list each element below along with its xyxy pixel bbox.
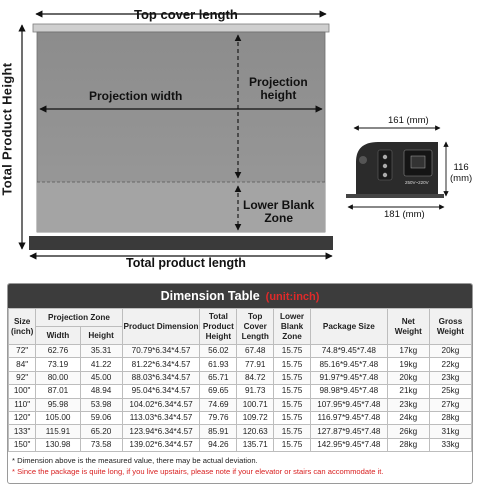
table-cell: 59.06	[80, 411, 122, 424]
table-cell: 77.91	[237, 358, 274, 371]
table-row	[9, 345, 472, 358]
table-title-text: Dimension Table	[160, 289, 260, 303]
th-total-product-height: Total Product Height	[200, 309, 237, 345]
lower-blank-line1: Lower Blank	[243, 198, 315, 212]
note-package-length: * Since the package is quite long, if you live upstairs, please note if your elevator or stairs can accommodate it.	[12, 467, 384, 477]
table-cell: 113.03*6.34*4.57	[122, 411, 200, 424]
table-cell: 74.69	[200, 398, 237, 411]
table-cell: 73.19	[36, 358, 80, 371]
table-cell: 91.73	[237, 385, 274, 398]
base-housing	[29, 236, 333, 250]
table-cell: 20kg	[387, 371, 429, 384]
th-product-dimension: Product Dimension	[122, 309, 200, 345]
table-row	[9, 398, 472, 411]
side-depth-label: 181 (mm)	[384, 209, 425, 220]
table-cell: 65.71	[200, 371, 237, 384]
table-row	[9, 371, 472, 384]
table-cell: 109.72	[237, 411, 274, 424]
th-gross-weight: Gross Weight	[429, 309, 471, 345]
table-row	[9, 411, 472, 424]
table-cell: 115.91	[36, 425, 80, 438]
table-cell: 98.98*9.45*7.48	[310, 385, 387, 398]
th-projection-zone: Projection Zone	[36, 309, 122, 327]
table-cell: 104.02*6.34*4.57	[122, 398, 200, 411]
th-net-weight: Net Weight	[387, 309, 429, 345]
table-cell: 53.98	[80, 398, 122, 411]
total-product-height-label: Total Product Height	[0, 62, 15, 196]
table-cell: 84.72	[237, 371, 274, 384]
table-title	[8, 284, 472, 308]
table-cell: 87.01	[36, 385, 80, 398]
table-cell: 85.91	[200, 425, 237, 438]
table-cell: 22kg	[429, 358, 471, 371]
table-cell: 15.75	[274, 398, 311, 411]
table-cell: 100.71	[237, 398, 274, 411]
table-cell: 94.26	[200, 438, 237, 451]
table-cell: 80.00	[36, 371, 80, 384]
table-cell: 56.02	[200, 345, 237, 358]
table-row	[9, 358, 472, 371]
table-cell: 28kg	[387, 438, 429, 451]
table-cell: 142.95*9.45*7.48	[310, 438, 387, 451]
table-cell: 95.04*6.34*4.57	[122, 385, 200, 398]
th-lower-blank-zone: Lower Blank Zone	[274, 309, 311, 345]
table-cell: 130.98	[36, 438, 80, 451]
table-cell: 19kg	[387, 358, 429, 371]
table-cell: 17kg	[387, 345, 429, 358]
table-cell: 123.94*6.34*4.57	[122, 425, 200, 438]
table-cell: 139.02*6.34*4.57	[122, 438, 200, 451]
table-row	[9, 385, 472, 398]
table-cell: 70.79*6.34*4.57	[122, 345, 200, 358]
table-cell: 133"	[9, 425, 36, 438]
table-cell: 92"	[9, 371, 36, 384]
table-cell: 62.76	[36, 345, 80, 358]
table-cell: 33kg	[429, 438, 471, 451]
table-cell: 105.00	[36, 411, 80, 424]
table-cell: 15.75	[274, 385, 311, 398]
table-cell: 15.75	[274, 411, 311, 424]
table-cell: 88.03*6.34*4.57	[122, 371, 200, 384]
table-cell: 23kg	[387, 398, 429, 411]
th-width: Width	[36, 327, 80, 345]
table-cell: 116.97*9.45*7.48	[310, 411, 387, 424]
side-voltage-label: 250V~220V	[405, 180, 429, 185]
dimension-table	[7, 283, 473, 484]
table-cell: 110"	[9, 398, 36, 411]
table-cell: 15.75	[274, 425, 311, 438]
side-height-label	[450, 162, 472, 184]
th-height: Height	[80, 327, 122, 345]
table-cell: 73.58	[80, 438, 122, 451]
table-cell: 84"	[9, 358, 36, 371]
table-cell: 23kg	[429, 371, 471, 384]
lower-blank-zone-label	[243, 199, 314, 225]
table-body	[9, 345, 472, 452]
dimension-grid	[8, 308, 472, 452]
table-cell: 20kg	[429, 345, 471, 358]
th-package-size: Package Size	[310, 309, 387, 345]
table-cell: 31kg	[429, 425, 471, 438]
table-cell: 95.98	[36, 398, 80, 411]
table-cell: 120"	[9, 411, 36, 424]
table-cell: 24kg	[387, 411, 429, 424]
top-cover-length-label: Top cover length	[134, 7, 238, 22]
table-cell: 65.20	[80, 425, 122, 438]
table-cell: 150"	[9, 438, 36, 451]
table-cell: 48.94	[80, 385, 122, 398]
table-cell: 85.16*9.45*7.48	[310, 358, 387, 371]
total-product-length-label: Total product length	[126, 256, 246, 270]
note-measured-value: * Dimension above is the measured value, there may be actual deviation.	[12, 456, 258, 466]
th-top-cover-length: Top Cover Length	[237, 309, 274, 345]
table-cell: 21kg	[387, 385, 429, 398]
projection-height-line2: height	[260, 88, 297, 102]
projection-height-label	[249, 76, 308, 102]
table-cell: 41.22	[80, 358, 122, 371]
table-unit: (unit:inch)	[265, 291, 320, 303]
table-cell: 15.75	[274, 345, 311, 358]
table-cell: 15.75	[274, 371, 311, 384]
table-cell: 69.65	[200, 385, 237, 398]
table-cell: 26kg	[387, 425, 429, 438]
table-cell: 74.8*9.45*7.48	[310, 345, 387, 358]
table-cell: 91.97*9.45*7.48	[310, 371, 387, 384]
table-cell: 61.93	[200, 358, 237, 371]
th-size: Size (inch)	[9, 309, 36, 345]
table-cell: 79.76	[200, 411, 237, 424]
side-height-line2: (mm)	[450, 173, 473, 184]
table-cell: 81.22*6.34*4.57	[122, 358, 200, 371]
table-cell: 72"	[9, 345, 36, 358]
table-cell: 15.75	[274, 438, 311, 451]
table-cell: 27kg	[429, 398, 471, 411]
table-cell: 28kg	[429, 411, 471, 424]
table-row	[9, 425, 472, 438]
table-cell: 107.95*9.45*7.48	[310, 398, 387, 411]
projection-width-label: Projection width	[89, 89, 183, 103]
table-row	[9, 438, 472, 451]
table-cell: 25kg	[429, 385, 471, 398]
top-cover-bar	[33, 24, 329, 32]
table-cell: 15.75	[274, 358, 311, 371]
table-cell: 135.71	[237, 438, 274, 451]
lower-blank-line2: Zone	[264, 211, 294, 225]
table-cell: 100"	[9, 385, 36, 398]
table-cell: 120.63	[237, 425, 274, 438]
table-cell: 35.31	[80, 345, 122, 358]
side-height-line1: 116	[453, 162, 469, 173]
table-notes	[8, 452, 472, 477]
table-cell: 67.48	[237, 345, 274, 358]
side-width-label: 161 (mm)	[388, 115, 429, 126]
table-cell: 45.00	[80, 371, 122, 384]
projection-height-line1: Projection	[249, 75, 308, 89]
table-cell: 127.87*9.45*7.48	[310, 425, 387, 438]
